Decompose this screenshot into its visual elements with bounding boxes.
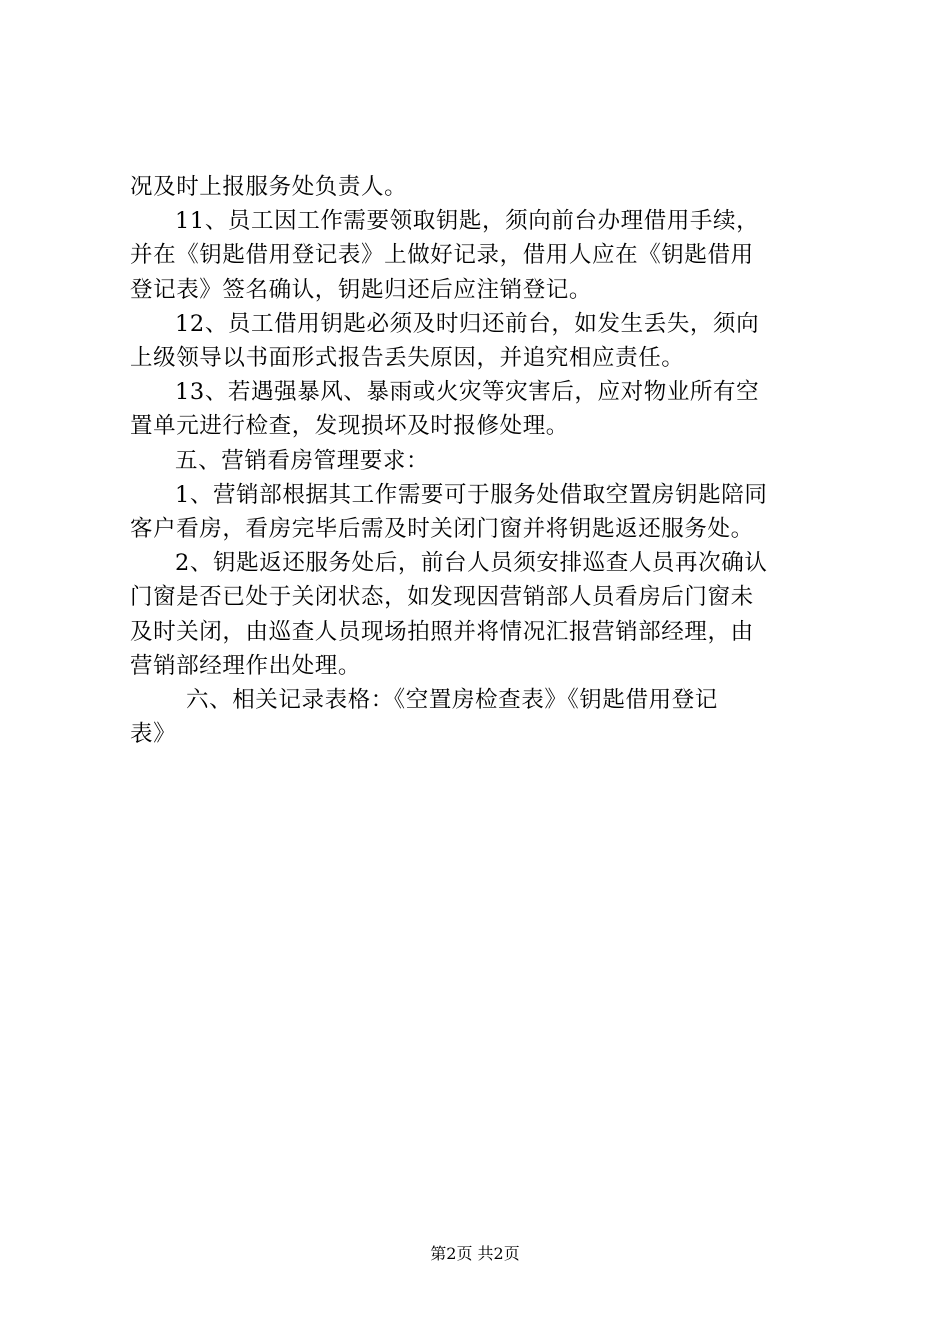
section-heading-6: 六、相关记录表格：《空置房检查表》《钥匙借用登记	[186, 687, 718, 713]
text-line-11: 客户看房，看房完毕后需及时关闭门窗并将钥匙返还服务处。	[130, 516, 754, 542]
text-line-17: 表》	[130, 721, 177, 747]
text-line-10: 1、营销部根据其工作需要可于服务处借取空置房钥匙陪同	[175, 482, 768, 508]
text-line-7: 13、若遇强暴风、暴雨或火灾等灾害后，应对物业所有空	[175, 379, 760, 405]
text-line-2: 11、员工因工作需要领取钥匙，须向前台办理借用手续，	[175, 208, 760, 234]
text-line-15: 营销部经理作出处理。	[130, 653, 362, 679]
text-line-13: 门窗是否已处于关闭状态，如发现因营销部人员看房后门窗未	[130, 584, 754, 610]
text-line-4: 登记表》签名确认，钥匙归还后应注销登记。	[130, 277, 593, 303]
text-line-12: 2、钥匙返还服务处后，前台人员须安排巡查人员再次确认	[175, 550, 768, 576]
text-line-6: 上级领导以书面形式报告丢失原因，并追究相应责任。	[130, 345, 685, 371]
text-line-14: 及时关闭，由巡查人员现场拍照并将情况汇报营销部经理，由	[130, 619, 754, 645]
page-footer: 第2页 共2页	[430, 1244, 520, 1263]
text-line-8: 置单元进行检查，发现损坏及时报修处理。	[130, 413, 569, 439]
text-line-5: 12、员工借用钥匙必须及时归还前台，如发生丢失，须向	[175, 311, 760, 337]
section-heading-5: 五、营销看房管理要求：	[175, 448, 430, 474]
text-line-3: 并在《钥匙借用登记表》上做好记录，借用人应在《钥匙借用	[130, 242, 754, 268]
text-line-1: 况及时上报服务处负责人。	[130, 174, 408, 200]
